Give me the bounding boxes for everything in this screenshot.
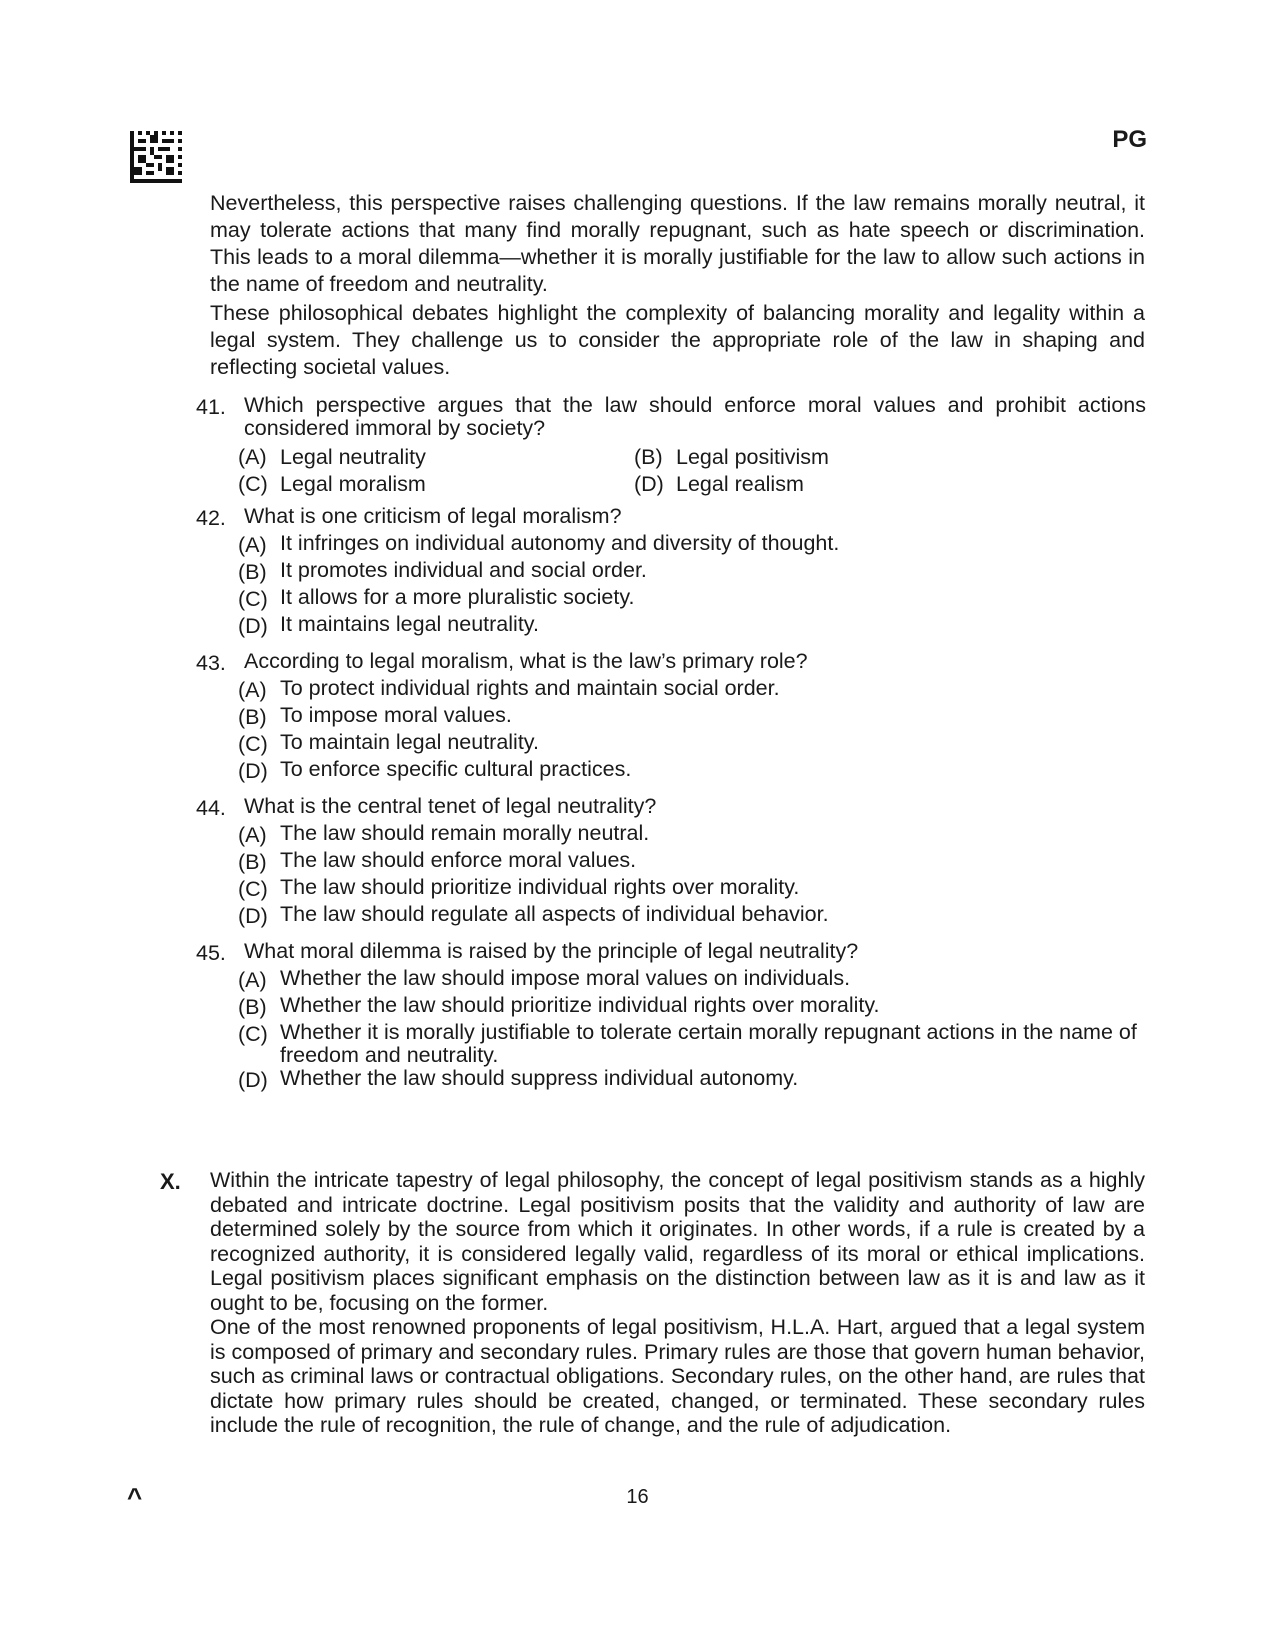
option-d xyxy=(238,758,1146,785)
option-c xyxy=(238,586,1146,613)
option-label: (A) xyxy=(238,533,267,557)
question-number: 45. xyxy=(196,941,226,965)
question-text: What moral dilemma is raised by the principle of legal neutrality? xyxy=(244,939,859,963)
section-paragraph-1: Within the intricate tapestry of legal philosophy, the concept of legal positivism stands as a highly debated and intricate doctrine. Legal positivism posits that the validity and authority of law are determined solely by the source from which it originates. In other words, if a rule is created by a recognized authority, it is considered legally valid, regardless of its moral or ethical implications. Legal positivism places significant emphasis on the distinction between law as it is and law as it ought to be, focusing on the former. xyxy=(210,1168,1145,1315)
option-text: It allows for a more pluralistic society. xyxy=(280,585,635,609)
option-text: Legal neutrality xyxy=(280,445,426,469)
option-b xyxy=(238,559,1146,586)
option-label: (C) xyxy=(238,1022,268,1046)
option-text: It promotes individual and social order. xyxy=(280,558,647,582)
question-44 xyxy=(196,795,1146,930)
option-text: Legal positivism xyxy=(676,445,829,469)
option-c xyxy=(238,731,1146,758)
option-text: It maintains legal neutrality. xyxy=(280,612,539,636)
question-text: Which perspective argues that the law should enforce moral values and prohibit actions considered immoral by society? xyxy=(244,393,1146,440)
option-b xyxy=(634,444,1146,471)
option-b xyxy=(238,704,1146,731)
option-text: Whether it is morally justifiable to tolerate certain morally repugnant actions in the name of freedom and neutrality. xyxy=(280,1020,1137,1067)
option-text: Whether the law should suppress individual autonomy. xyxy=(280,1066,799,1090)
option-label: (D) xyxy=(238,759,268,783)
option-label: (C) xyxy=(238,472,268,496)
intro-paragraph-1: Nevertheless, this perspective raises challenging questions. If the law remains morally neutral, it may tolerate actions that many find morally repugnant, such as hate speech or discrimination. This leads to a moral dilemma—whether it is morally justifiable for the law to allow such actions in the name of freedom and neutrality. xyxy=(210,191,1145,296)
option-label: (A) xyxy=(238,823,267,847)
option-label: (B) xyxy=(238,560,267,584)
option-d xyxy=(634,471,1146,498)
option-a xyxy=(238,532,1146,559)
question-text: According to legal moralism, what is the law’s primary role? xyxy=(244,649,808,673)
caret-mark: ^ xyxy=(127,1482,143,1512)
option-label: (C) xyxy=(238,732,268,756)
option-c xyxy=(238,471,634,498)
question-number: 43. xyxy=(196,651,226,675)
option-text: The law should regulate all aspects of individual behavior. xyxy=(280,902,829,926)
option-label: (D) xyxy=(238,614,268,638)
option-text: The law should remain morally neutral. xyxy=(280,821,650,845)
question-42 xyxy=(196,505,1146,640)
option-c xyxy=(238,876,1146,903)
option-label: (B) xyxy=(238,850,267,874)
option-label: (A) xyxy=(238,445,267,469)
option-label: (A) xyxy=(238,678,267,702)
option-d xyxy=(238,903,1146,930)
option-text: To protect individual rights and maintain social order. xyxy=(280,676,780,700)
datamatrix-code-icon xyxy=(130,131,182,183)
option-label: (D) xyxy=(238,1068,268,1092)
section-label: X. xyxy=(160,1169,181,1194)
option-text: It infringes on individual autonomy and diversity of thought. xyxy=(280,531,840,555)
option-text: Legal moralism xyxy=(280,472,426,496)
option-c xyxy=(238,1021,1146,1067)
option-text: The law should prioritize individual rights over morality. xyxy=(280,875,800,899)
option-label: (D) xyxy=(634,472,664,496)
question-41 xyxy=(196,394,1146,498)
option-text: Legal realism xyxy=(676,472,804,496)
option-a xyxy=(238,822,1146,849)
option-text: Whether the law should impose moral values on individuals. xyxy=(280,966,851,990)
option-text: Whether the law should prioritize individual rights over morality. xyxy=(280,993,880,1017)
option-b xyxy=(238,849,1146,876)
option-text: The law should enforce moral values. xyxy=(280,848,637,872)
question-text: What is the central tenet of legal neutrality? xyxy=(244,794,657,818)
question-number: 44. xyxy=(196,796,226,820)
option-text: To impose moral values. xyxy=(280,703,512,727)
option-b xyxy=(238,994,1146,1021)
page-number: 16 xyxy=(626,1486,649,1508)
option-label: (D) xyxy=(238,904,268,928)
question-text: What is one criticism of legal moralism? xyxy=(244,504,622,528)
option-a xyxy=(238,677,1146,704)
option-text: To enforce specific cultural practices. xyxy=(280,757,632,781)
option-label: (C) xyxy=(238,877,268,901)
question-number: 41. xyxy=(196,395,226,419)
option-text: To maintain legal neutrality. xyxy=(280,730,539,754)
question-43 xyxy=(196,650,1146,785)
option-label: (B) xyxy=(238,705,267,729)
option-a xyxy=(238,444,634,471)
option-a xyxy=(238,967,1146,994)
question-45 xyxy=(196,940,1146,1094)
option-d xyxy=(238,613,1146,640)
option-label: (B) xyxy=(634,445,663,469)
option-label: (A) xyxy=(238,968,267,992)
option-d xyxy=(238,1067,1146,1094)
question-number: 42. xyxy=(196,506,226,530)
paper-code: PG xyxy=(1112,126,1147,153)
intro-paragraph-2: These philosophical debates highlight the complexity of balancing morality and legality within a legal system. They challenge us to consider the appropriate role of the law in shaping and reflecting societal values. xyxy=(210,301,1145,379)
section-paragraph-2: One of the most renowned proponents of legal positivism, H.L.A. Hart, argued that a legal system is composed of primary and secondary rules. Primary rules are those that govern human behavior, such as criminal laws or contractual obligations. Secondary rules, on the other hand, are rules that dictate how primary rules should be created, changed, or terminated. These secondary rules include the rule of recognition, the rule of change, and the rule of adjudication. xyxy=(210,1315,1145,1437)
option-label: (C) xyxy=(238,587,268,611)
option-label: (B) xyxy=(238,995,267,1019)
